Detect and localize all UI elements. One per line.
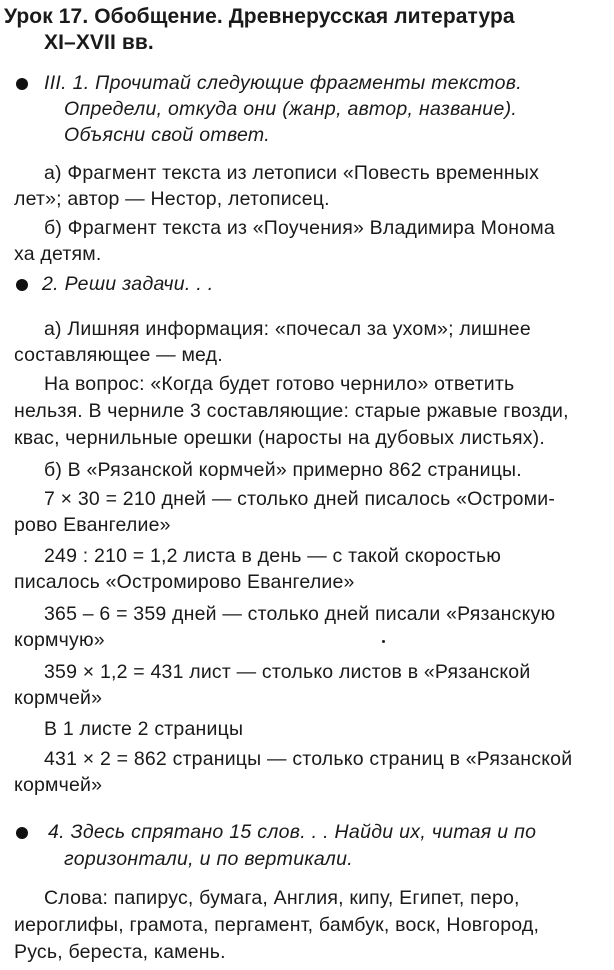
task4-answer-line2: иероглифы, грамота, пергамент, бамбук, воск, Новгород, [14, 914, 540, 936]
bullet-icon [16, 279, 28, 291]
task2-line: кормчей» [14, 774, 103, 796]
task1-question-line1: III. 1. Прочитай следующие фрагменты текстов. [44, 72, 522, 94]
task2-line: 365 – 6 = 359 дней — столько дней писали «Рязанскую [44, 603, 556, 625]
task2-line: составляющее — мед. [14, 344, 223, 366]
task4-answer-line3: Русь, береста, камень. [14, 941, 226, 963]
task2-line: писалось «Остромирово Евангелие» [14, 571, 355, 593]
task1-answer-b-line1: б) Фрагмент текста из «Поучения» Владимира Монома [44, 217, 555, 239]
task1-answer-a-line2: лет»; автор — Нестор, летописец. [14, 188, 330, 210]
task2-line: кормчей» [14, 687, 103, 709]
task2-line: 7 × 30 = 210 дней — столько дней писалось «Остроми- [44, 488, 556, 510]
task2-line: рово Евангелие» [14, 514, 171, 536]
task1-answer-b-line2: ха детям. [14, 243, 102, 265]
task1-answer-a-line1: а) Фрагмент текста из летописи «Повесть временных [44, 162, 540, 184]
lesson-title: Урок 17. Обобщение. Древнерусская литература [4, 5, 515, 28]
task2-line: На вопрос: «Когда будет готово чернило» ответить [44, 373, 515, 395]
task2-line: 431 × 2 = 862 страницы — столько страниц в «Рязанской [44, 748, 573, 770]
task2-line: В 1 листе 2 страницы [44, 718, 244, 740]
task2-line: б) В «Рязанской кормчей» примерно 862 страницы. [44, 459, 522, 481]
task2-question: 2. Реши задачи. . . [42, 273, 214, 295]
speck [382, 640, 385, 643]
task2-line: а) Лишняя информация: «почесал за ухом»; лишнее [44, 318, 531, 340]
task4-question-line1: 4. Здесь спрятано 15 слов. . . Найди их, читая и по [48, 821, 537, 843]
task1-question-line3: Объясни свой ответ. [64, 124, 270, 146]
lesson-subtitle: XI–XVII вв. [44, 31, 154, 54]
bullet-icon [16, 78, 28, 90]
task2-line: 249 : 210 = 1,2 листа в день — с такой скоростью [44, 545, 502, 567]
task4-question-line2: горизонтали, и по вертикали. [64, 848, 353, 870]
task2-line: 359 × 1,2 = 431 лист — столько листов в «Рязанской [44, 661, 531, 683]
bullet-icon [16, 827, 28, 839]
task1-question-line2: Определи, откуда они (жанр, автор, название). [64, 98, 518, 120]
task2-line: кормчую» [14, 629, 105, 651]
task2-line: квас, чернильные орешки (наросты на дубовых листьях). [14, 427, 545, 449]
task2-line: нельзя. В черниле 3 составляющие: старые ржавые гвозди, [14, 400, 569, 422]
task4-answer-line1: Слова: папирус, бумага, Англия, кипу, Египет, перо, [44, 887, 520, 909]
